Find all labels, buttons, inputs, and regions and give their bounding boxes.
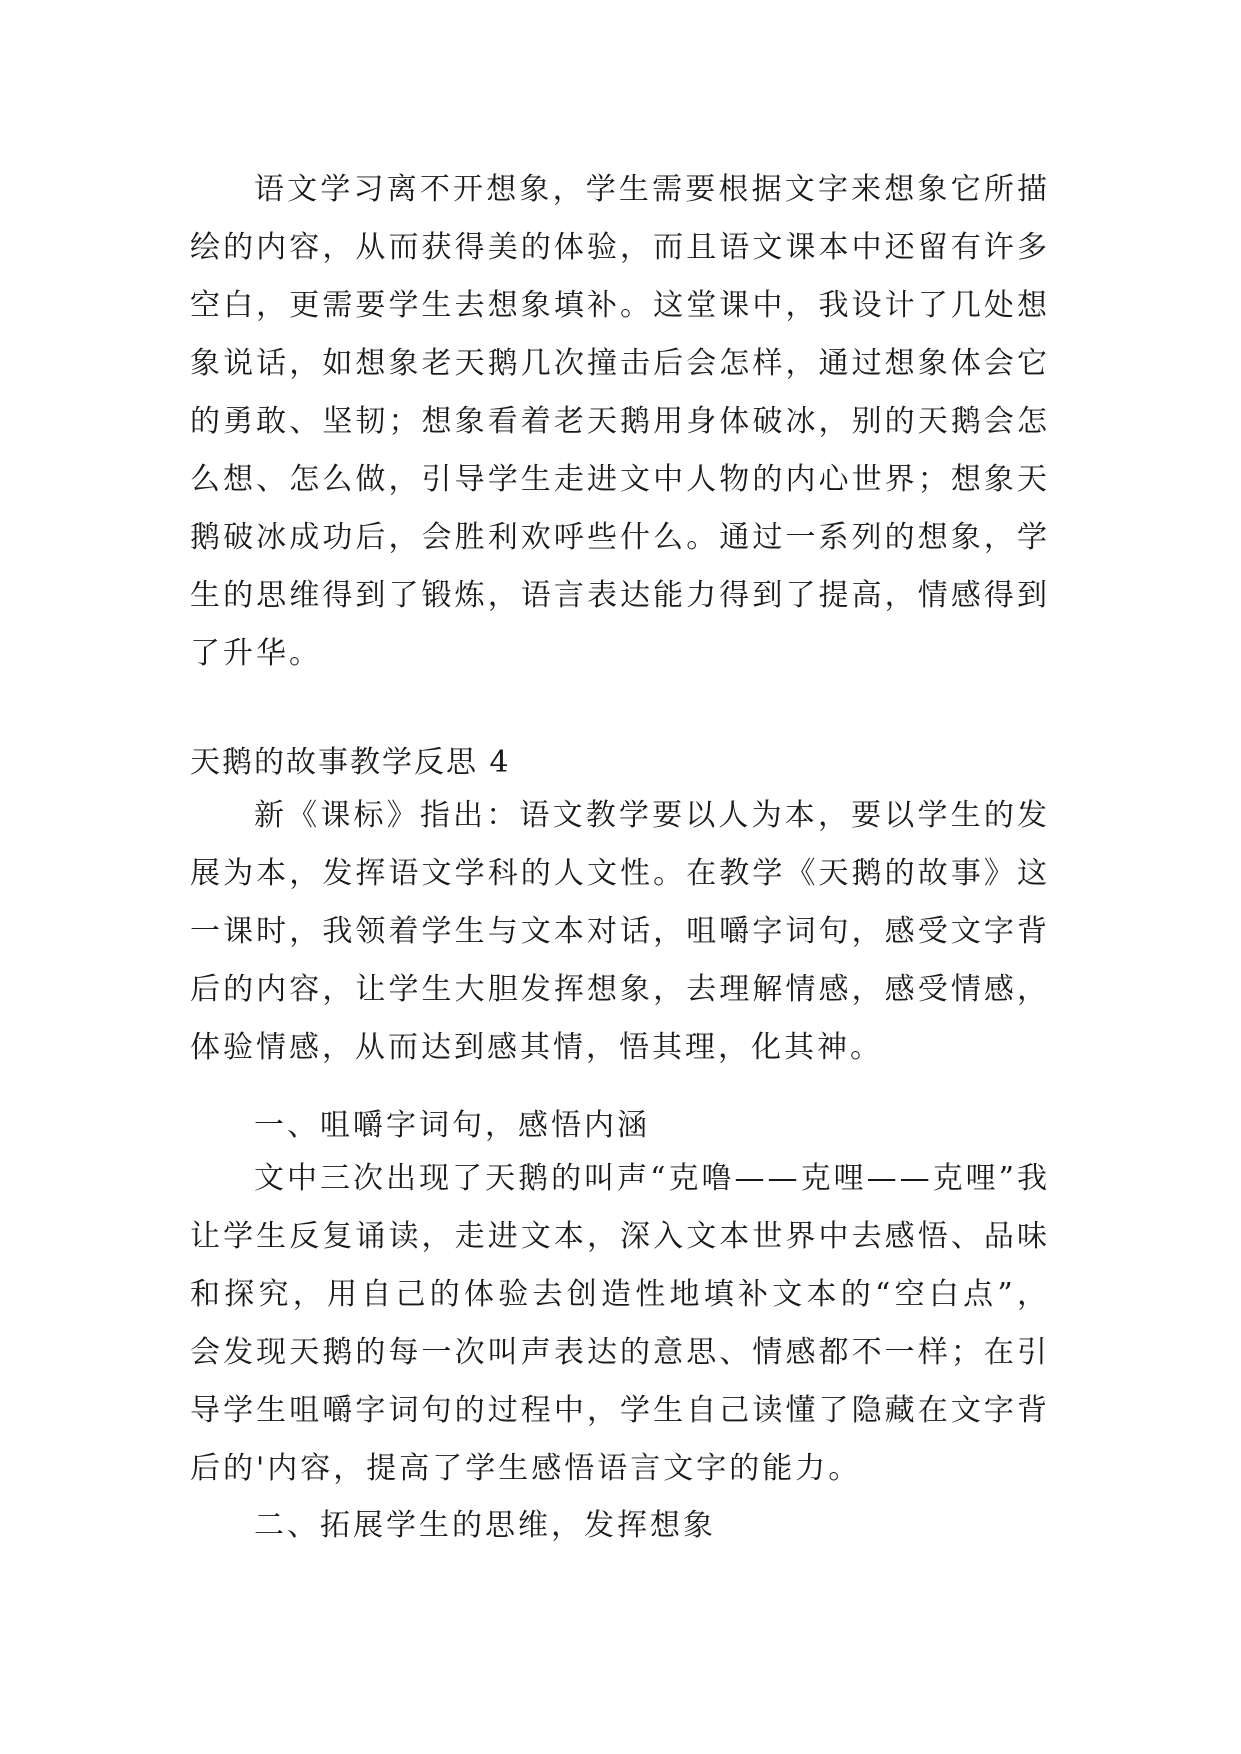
paragraph-curriculum: 新《课标》指出：语文教学要以人为本，要以学生的发展为本，发挥语文学科的人文性。在教学《天鹅的故事》这一课时，我领着学生与文本对话，咀嚼字词句，感受文字背后的内容，让学生大胆发挥想象，去理解情感，感受情感，体验情感，从而达到感其情，悟其理，化其神。	[190, 798, 1050, 1065]
section-title: 天鹅的故事教学反思 4	[190, 745, 511, 780]
heading-chew-words: 一、咀嚼字词句，感悟内涵	[254, 1108, 650, 1143]
paragraph-imagination: 语文学习离不开想象，学生需要根据文字来想象它所描绘的内容，从而获得美的体验，而且语文课本中还留有许多空白，更需要学生去想象填补。这堂课中，我设计了几处想象说话，如想象老天鹅几次撞击后会怎样，通过想象体会它的勇敢、坚韧；想象看着老天鹅用身体破冰，别的天鹅会怎么想、怎么做，引导学生走进文中人物的内心世界；想象天鹅破冰成功后，会胜利欢呼些什么。通过一系列的想象，学生的思维得到了锻炼，语言表达能力得到了提高，情感得到了升华。	[190, 172, 1050, 671]
paragraph-swan-calls: 文中三次出现了天鹅的叫声“克噜——克哩——克哩”我让学生反复诵读，走进文本，深入文本世界中去感悟、品味和探究，用自己的体验去创造性地填补文本的“空白点”，会发现天鹅的每一次叫声表达的意思、情感都不一样；在引导学生咀嚼字词句的过程中，学生自己读懂了隐藏在文字背后的'内容，提高了学生感悟语言文字的能力。	[190, 1161, 1050, 1486]
heading-expand-thinking: 二、拓展学生的思维，发挥想象	[254, 1508, 716, 1543]
